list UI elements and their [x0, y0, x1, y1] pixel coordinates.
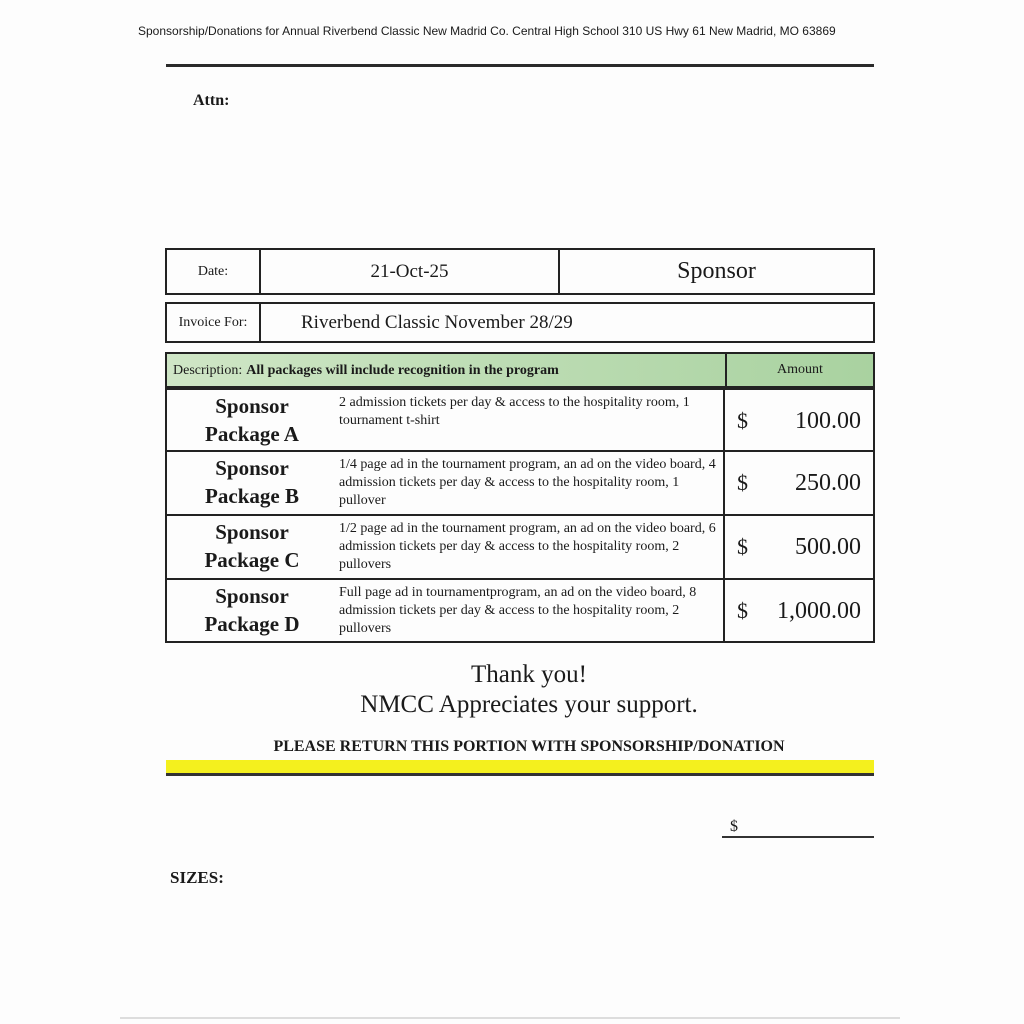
- sizes-label: SIZES:: [170, 868, 224, 887]
- sponsor-title: Sponsor: [677, 258, 756, 284]
- package-name: [187, 582, 317, 638]
- package-name-line2: Package C: [204, 548, 300, 572]
- table-header: [167, 354, 873, 388]
- highlight-band: [166, 760, 874, 776]
- currency-symbol: $: [737, 598, 748, 623]
- package-name-line2: Package D: [204, 612, 300, 636]
- thank-you-line: Thank you!: [471, 661, 587, 688]
- package-description: Full page ad in tournamentprogram, an ad on the video board, 8 admission tickets per day & access to the hospitality room, 2 pullovers: [339, 585, 697, 636]
- package-name: [187, 392, 317, 448]
- package-row-a: [167, 388, 873, 452]
- currency-symbol: $: [737, 470, 748, 495]
- description-header: [173, 363, 559, 379]
- invoice-row: [165, 302, 875, 343]
- currency-symbol: $: [737, 534, 748, 559]
- package-name-line2: Package B: [205, 484, 299, 508]
- package-name-line1: Sponsor: [215, 394, 289, 418]
- package-description: 2 admission tickets per day & access to the hospitality room, 1 tournament t-shirt: [339, 395, 690, 428]
- appreciation-line: NMCC Appreciates your support.: [360, 691, 698, 718]
- date-value: 21-Oct-25: [261, 250, 560, 293]
- package-table: [165, 352, 875, 643]
- description-label: Description:: [173, 363, 243, 378]
- invoice-value: Riverbend Classic November 28/29: [301, 311, 573, 333]
- date-row: [165, 248, 875, 295]
- package-name-line1: Sponsor: [215, 520, 289, 544]
- currency-symbol: $: [737, 408, 748, 433]
- bottom-edge-line: [120, 1017, 900, 1019]
- return-notice: PLEASE RETURN THIS PORTION WITH SPONSORSHIP/DONATION: [273, 738, 785, 755]
- package-description: 1/4 page ad in the tournament program, an ad on the video board, 4 admission tickets per day & access to the hospitality room, 1 pullover: [339, 457, 716, 508]
- package-name-line1: Sponsor: [215, 584, 289, 608]
- package-row-c: [167, 514, 873, 578]
- attn-label: Attn:: [193, 92, 230, 109]
- package-name: [187, 454, 317, 510]
- header-divider: [166, 64, 874, 67]
- package-row-d: [167, 578, 873, 642]
- package-description: 1/2 page ad in the tournament program, an ad on the video board, 6 admission tickets per day & access to the hospitality room, 2 pullovers: [339, 521, 716, 572]
- package-name-line1: Sponsor: [215, 456, 289, 480]
- date-label: Date:: [167, 250, 261, 293]
- package-amount: 500.00: [795, 534, 861, 560]
- package-amount: 100.00: [795, 408, 861, 434]
- amount-blank-field: $: [722, 818, 874, 838]
- package-name-line2: Package A: [205, 422, 299, 446]
- invoice-label: Invoice For:: [167, 304, 261, 341]
- package-amount: 1,000.00: [777, 598, 861, 624]
- thank-you-message: [165, 660, 893, 720]
- package-name: [187, 518, 317, 574]
- header-address-line: Sponsorship/Donations for Annual Riverbend Classic New Madrid Co. Central High School 310 US Hwy 61 New Madrid, MO 63869: [138, 24, 836, 38]
- package-row-b: [167, 450, 873, 514]
- package-amount: 250.00: [795, 470, 861, 496]
- description-note: All packages will include recognition in the program: [246, 363, 559, 378]
- amount-header: Amount: [725, 354, 873, 386]
